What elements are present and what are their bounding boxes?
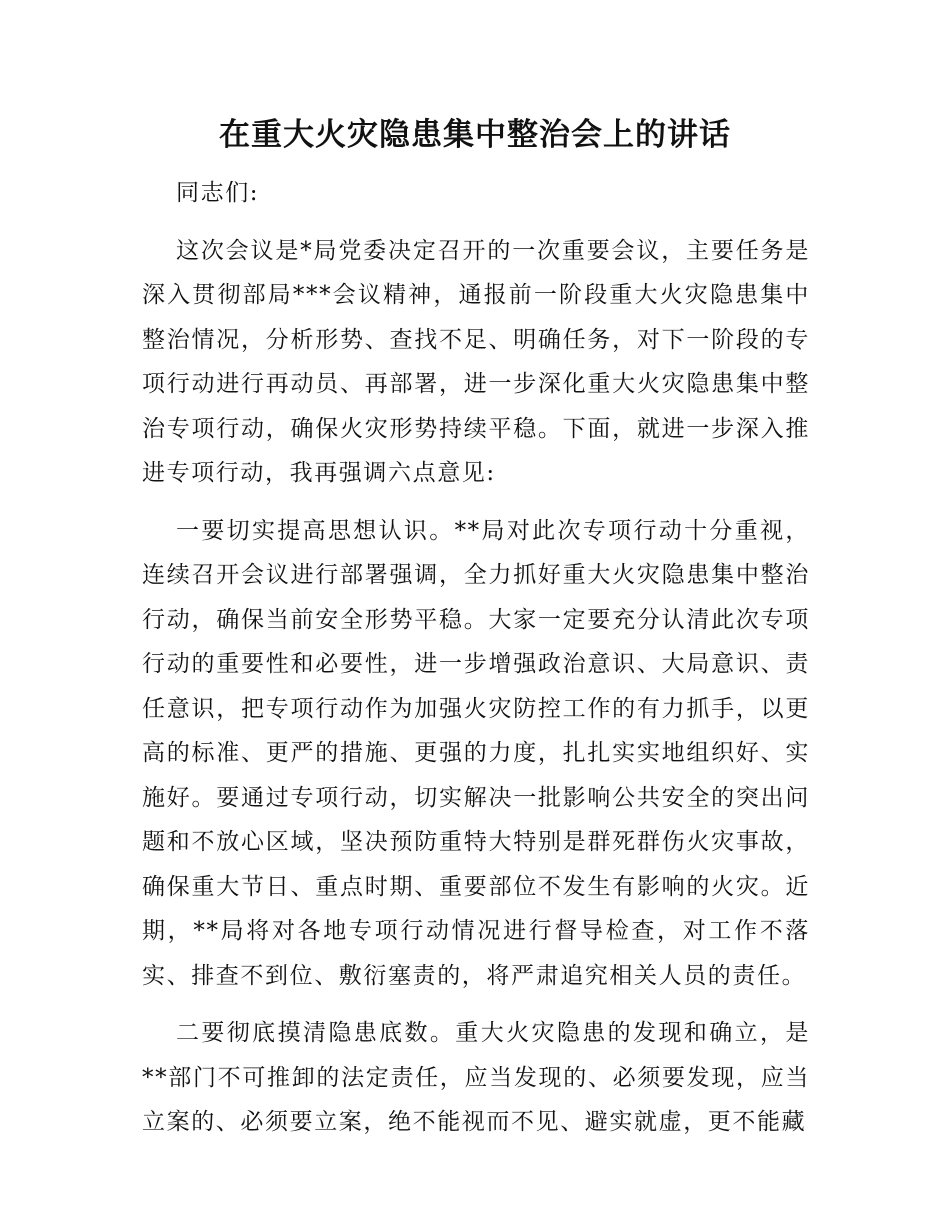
point-one-paragraph: 一要切实提高思想认识。**局对此次专项行动十分重视，连续召开会议进行部署强调，全力抓好重大火灾隐患集中整治行动，确保当前安全形势平稳。大家一定要充分认清此次专项行动的重要性和必要性，进一步增强政治意识、大局意识、责任意识，把专项行动作为加强火灾防控工作的有力抓手，以更高的标准、更严的措施、更强的力度，扎扎实实地组织好、实施好。要通过专项行动，切实解决一批影响公共安全的突出问题和不放心区域，坚决预防重特大特别是群死群伤火灾事故，确保重大节日、重点时期、重要部位不发生有影响的火灾。近期，**局将对各地专项行动情况进行督导检查，对工作不落实、排查不到位、敷衍塞责的，将严肃追究相关人员的责任。 [142, 517, 810, 989]
point-two-paragraph: 二要彻底摸清隐患底数。重大火灾隐患的发现和确立，是**部门不可推卸的法定责任，应当发现的、必须要发现，应当立案的、必须要立案，绝不能视而不见、避实就虚，更不能藏 [142, 1020, 810, 1135]
document-title: 在重大火灾隐患集中整治会上的讲话 [219, 117, 731, 153]
intro-paragraph: 这次会议是*局党委决定召开的一次重要会议，主要任务是深入贯彻部局***会议精神，通报前一阶段重大火灾隐患集中整治情况，分析形势、查找不足、明确任务，对下一阶段的专项行动进行再动员、再部署，进一步深化重大火灾隐患集中整治专项行动，确保火灾形势持续平稳。下面，就进一步深入推进专项行动，我再强调六点意见: [142, 237, 810, 486]
salutation-paragraph: 同志们: [176, 180, 260, 206]
document-body [142, 171, 810, 1145]
